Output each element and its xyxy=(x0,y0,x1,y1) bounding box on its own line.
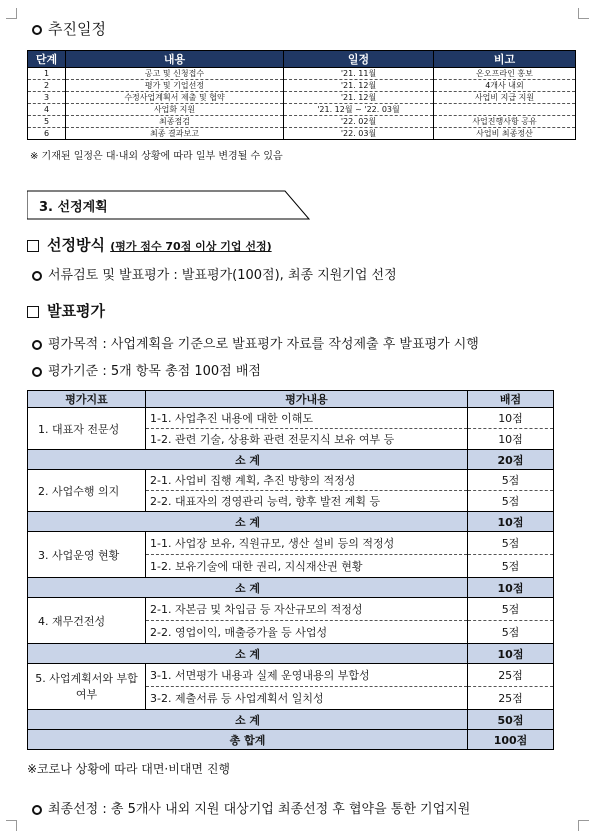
table-row xyxy=(28,470,554,491)
table-row xyxy=(28,598,554,621)
subtotal-row xyxy=(28,450,554,470)
total-score: 100점 xyxy=(468,730,554,750)
square-bullet-icon xyxy=(27,240,39,252)
subtotal-score: 10점 xyxy=(468,512,554,532)
evaluation-score: 5점 xyxy=(468,598,554,621)
evaluation-table xyxy=(27,390,554,750)
schedule-header-date: 일정 xyxy=(284,51,434,68)
method-heading xyxy=(27,234,272,255)
schedule-cell: 4 xyxy=(28,104,66,116)
evaluation-content: 3-1. 서면평가 내용과 실제 운영내용의 부합성 xyxy=(146,664,468,687)
evaluation-score: 25점 xyxy=(468,687,554,710)
presentation-purpose-text: 평가목적 : 사업계획을 기준으로 발표평가 자료를 작성제출 후 발표평가 시행 xyxy=(48,337,479,352)
method-item xyxy=(32,264,397,283)
method-subheading: (평가 점수 70점 이상 기업 선정) xyxy=(110,240,272,253)
evaluation-score: 10점 xyxy=(468,408,554,429)
evaluation-content: 2-2. 대표자의 경영관리 능력, 향후 발전 계획 등 xyxy=(146,491,468,512)
schedule-cell: 4개사 내외 xyxy=(434,80,576,92)
method-item-text: 서류검토 및 발표평가 : 발표평가(100점), 최종 지원기업 선정 xyxy=(48,268,397,283)
schedule-cell: 사업비 지급 지원 xyxy=(434,92,576,104)
schedule-cell: 3 xyxy=(28,92,66,104)
subtotal-row xyxy=(28,710,554,730)
schedule-cell: 사업진행사항 공유 xyxy=(434,116,576,128)
total-row xyxy=(28,730,554,750)
square-bullet-icon xyxy=(27,306,39,318)
schedule-cell: 2 xyxy=(28,80,66,92)
table-row xyxy=(28,664,554,687)
schedule-heading xyxy=(32,18,106,39)
table-row xyxy=(28,92,576,104)
schedule-header-step: 단계 xyxy=(28,51,66,68)
schedule-cell: 온오프라인 홍보 xyxy=(434,68,576,80)
table-row xyxy=(28,104,576,116)
presentation-heading xyxy=(27,300,105,321)
subtotal-score: 50점 xyxy=(468,710,554,730)
evaluation-score: 25점 xyxy=(468,664,554,687)
schedule-header-remark: 비고 xyxy=(434,51,576,68)
circle-bullet-icon xyxy=(32,340,42,350)
evaluation-header-row xyxy=(28,391,554,408)
schedule-cell: 최종 결과보고 xyxy=(66,128,284,140)
table-row xyxy=(28,128,576,140)
evaluation-content: 1-2. 보유기술에 대한 권리, 지식재산권 현황 xyxy=(146,555,468,578)
subtotal-score: 10점 xyxy=(468,578,554,598)
table-row xyxy=(28,408,554,429)
corner-mark-bottom-right xyxy=(578,820,589,831)
corner-mark-bottom-left xyxy=(6,820,17,831)
schedule-cell: '21. 11월 xyxy=(284,68,434,80)
schedule-cell: 1 xyxy=(28,68,66,80)
circle-bullet-icon xyxy=(32,805,42,815)
subtotal-label: 소 계 xyxy=(28,578,468,598)
evaluation-score: 5점 xyxy=(468,491,554,512)
final-selection-text: 최종선정 : 총 5개사 내외 지원 대상기업 최종선정 후 협약을 통한 기업지원 xyxy=(48,802,471,817)
presentation-criteria xyxy=(32,360,261,379)
presentation-heading-text: 발표평가 xyxy=(47,302,105,320)
evaluation-score: 5점 xyxy=(468,470,554,491)
subtotal-row xyxy=(28,512,554,532)
schedule-cell: 공고 및 신청접수 xyxy=(66,68,284,80)
evaluation-header-score: 배점 xyxy=(468,391,554,408)
evaluation-header-content: 평가내용 xyxy=(146,391,468,408)
subtotal-score: 20점 xyxy=(468,450,554,470)
schedule-cell: '21. 12월 ~ '22. 03월 xyxy=(284,104,434,116)
evaluation-category: 5. 사업계획서와 부합여부 xyxy=(28,664,146,710)
table-row xyxy=(28,116,576,128)
evaluation-content: 2-1. 자본금 및 차입금 등 자산규모의 적정성 xyxy=(146,598,468,621)
evaluation-content: 1-1. 사업장 보유, 직원규모, 생산 설비 등의 적정성 xyxy=(146,532,468,555)
evaluation-content: 2-2. 영업이익, 매출증가율 등 사업성 xyxy=(146,621,468,644)
section-title: 3. 선정계획 xyxy=(39,200,108,215)
section-title-box xyxy=(27,190,310,220)
table-row xyxy=(28,532,554,555)
schedule-cell: 평가 및 기업선정 xyxy=(66,80,284,92)
schedule-cell: '21. 12월 xyxy=(284,92,434,104)
subtotal-row xyxy=(28,644,554,664)
evaluation-score: 5점 xyxy=(468,621,554,644)
schedule-cell: 6 xyxy=(28,128,66,140)
schedule-cell: '22. 02월 xyxy=(284,116,434,128)
schedule-header-content: 내용 xyxy=(66,51,284,68)
schedule-cell: '21. 12월 xyxy=(284,80,434,92)
method-heading-text: 선정방식 xyxy=(47,236,105,254)
schedule-cell: 사업비 최종정산 xyxy=(434,128,576,140)
evaluation-score: 5점 xyxy=(468,555,554,578)
table-row xyxy=(28,68,576,80)
corner-mark-top-right xyxy=(578,8,589,19)
table-row xyxy=(28,80,576,92)
schedule-cell: 수정사업계획서 제출 및 협약 xyxy=(66,92,284,104)
evaluation-content: 1-1. 사업추진 내용에 대한 이해도 xyxy=(146,408,468,429)
subtotal-label: 소 계 xyxy=(28,644,468,664)
schedule-cell xyxy=(434,104,576,116)
schedule-cell: 사업화 지원 xyxy=(66,104,284,116)
subtotal-score: 10점 xyxy=(468,644,554,664)
schedule-heading-text: 추진일정 xyxy=(48,20,106,38)
presentation-criteria-text: 평가기준 : 5개 항목 총점 100점 배점 xyxy=(48,364,261,379)
schedule-cell: 최종점검 xyxy=(66,116,284,128)
subtotal-label: 소 계 xyxy=(28,512,468,532)
evaluation-score: 10점 xyxy=(468,429,554,450)
final-selection xyxy=(32,798,470,817)
schedule-header-row xyxy=(28,51,576,68)
evaluation-content: 2-1. 사업비 집행 계획, 추진 방향의 적정성 xyxy=(146,470,468,491)
circle-bullet-icon xyxy=(32,25,42,35)
evaluation-content: 3-2. 제출서류 등 사업계획서 일치성 xyxy=(146,687,468,710)
evaluation-content: 1-2. 관련 기술, 상용화 관련 전문지식 보유 여부 등 xyxy=(146,429,468,450)
subtotal-row xyxy=(28,578,554,598)
covid-note: ※코로나 상황에 따라 대면·비대면 진행 xyxy=(27,762,231,776)
presentation-purpose xyxy=(32,333,479,352)
schedule-cell: 5 xyxy=(28,116,66,128)
circle-bullet-icon xyxy=(32,367,42,377)
evaluation-category: 4. 재무건전성 xyxy=(28,598,146,644)
corner-mark-top-left xyxy=(6,8,17,19)
evaluation-header-indicator: 평가지표 xyxy=(28,391,146,408)
evaluation-category: 2. 사업수행 의지 xyxy=(28,470,146,512)
schedule-cell: '22. 03월 xyxy=(284,128,434,140)
schedule-note: ※ 기재된 일정은 대·내외 상황에 따라 일부 변경될 수 있음 xyxy=(30,151,283,162)
subtotal-label: 소 계 xyxy=(28,450,468,470)
evaluation-category: 3. 사업운영 현황 xyxy=(28,532,146,578)
schedule-table xyxy=(27,50,576,140)
total-label: 총 합계 xyxy=(28,730,468,750)
subtotal-label: 소 계 xyxy=(28,710,468,730)
evaluation-score: 5점 xyxy=(468,532,554,555)
evaluation-category: 1. 대표자 전문성 xyxy=(28,408,146,450)
circle-bullet-icon xyxy=(32,271,42,281)
